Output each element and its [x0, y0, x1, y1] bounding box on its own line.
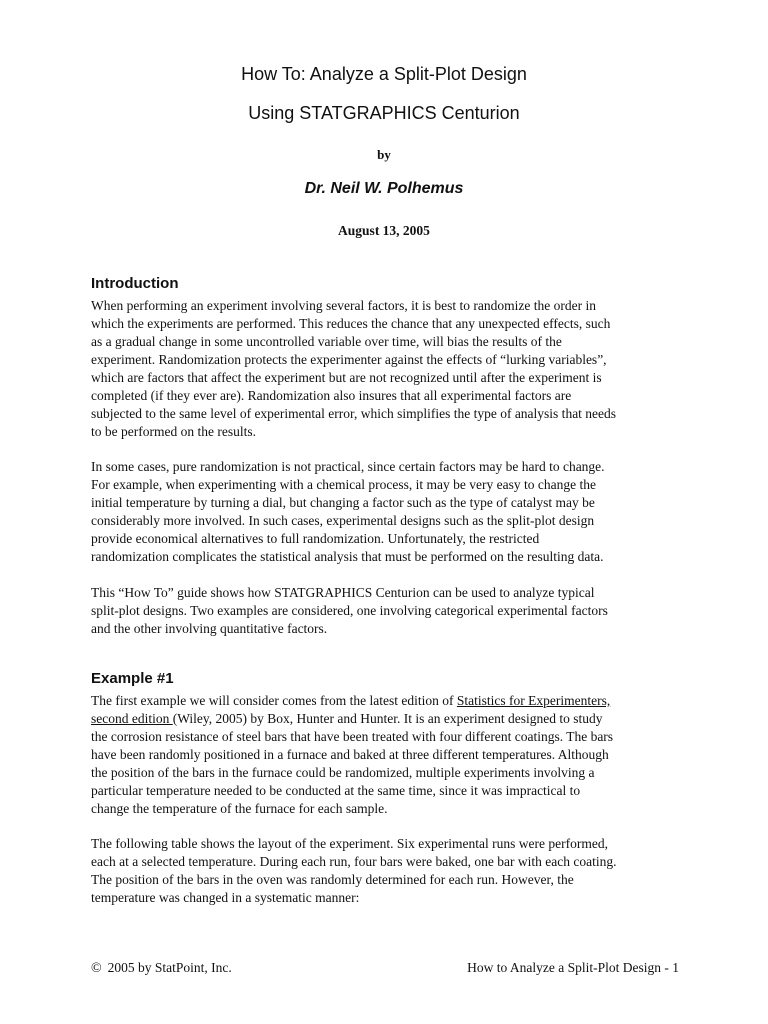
example-1-paragraph-1	[91, 692, 691, 818]
text-line: temperature was changed in a systematic manner:	[91, 890, 360, 905]
text-line: which are factors that affect the experiment but are not recognized until after the experiment is	[91, 370, 602, 385]
text-line: subjected to the same level of experimental error, which simplifies the type of analysis that needs	[91, 406, 617, 421]
text-line: For example, when experimenting with a chemical process, it may be very easy to change the	[91, 477, 596, 492]
text-line: the position of the bars in the furnace could be randomized, multiple experiments involving a	[91, 765, 595, 780]
text-line: and the other involving quantitative factors.	[91, 621, 328, 636]
text-line: the corrosion resistance of steel bars that have been treated with four different coatings. The bars	[91, 729, 614, 744]
copyright-icon: ©	[91, 961, 102, 976]
example-1-heading: Example #1	[91, 670, 174, 687]
publication-date: August 13, 2005	[338, 223, 430, 238]
introduction-heading: Introduction	[91, 275, 179, 292]
footer-left-text: 2005 by StatPoint, Inc.	[107, 960, 232, 975]
text-line: split-plot designs. Two examples are considered, one involving categorical experimental factors	[91, 603, 608, 618]
text-line: When performing an experiment involving several factors, it is best to randomize the order in	[91, 298, 596, 313]
intro-paragraph-3	[91, 584, 691, 638]
text-segment: (Wiley, 2005) by Box, Hunter and Hunter. It is an experiment designed to study	[172, 711, 603, 726]
text-line: change the temperature of the furnace for each sample.	[91, 801, 388, 816]
text-line: considerably more involved. In such cases, experimental designs such as the split-plot design	[91, 513, 595, 528]
book-edition-link[interactable]: second edition	[91, 711, 173, 726]
text-line: experiment. Randomization protects the experimenter against the effects of “lurking variables”,	[91, 352, 607, 367]
text-line: particular temperature needed to be conducted at the same time, since it was impractical to	[91, 783, 581, 798]
footer-copyright	[91, 960, 232, 977]
text-line: each at a selected temperature. During each run, four bars were baked, one bar with each coating.	[91, 854, 617, 869]
text-line: have been randomly positioned in a furnace and baked at three different temperatures. Although	[91, 747, 609, 762]
intro-paragraph-2	[91, 458, 691, 566]
byline: by	[377, 147, 391, 162]
text-line: The position of the bars in the oven was randomly determined for each run. However, the	[91, 872, 574, 887]
text-line	[91, 710, 691, 728]
author-name: Dr. Neil W. Polhemus	[304, 180, 464, 197]
text-line	[91, 692, 691, 710]
text-line: as a gradual change in some uncontrolled variable over time, will bias the results of the	[91, 334, 562, 349]
text-line: completed (if they ever are). Randomization also insures that all experimental factors are	[91, 388, 572, 403]
text-segment: The first example we will consider comes from the latest edition of	[91, 693, 457, 708]
text-line: initial temperature by turning a dial, but changing a factor such as the type of catalyst may be	[91, 495, 595, 510]
text-line: which the experiments are performed. This reduces the chance that any unexpected effects, such	[91, 316, 611, 331]
text-line: This “How To” guide shows how STATGRAPHICS Centurion can be used to analyze typical	[91, 585, 595, 600]
example-1-paragraph-2	[91, 835, 691, 907]
title-line-2: Using STATGRAPHICS Centurion	[248, 103, 520, 123]
text-line: provide economical alternatives to full randomization. Unfortunately, the restricted	[91, 531, 540, 546]
text-line: to be performed on the results.	[91, 424, 256, 439]
text-line: The following table shows the layout of the experiment. Six experimental runs were performed,	[91, 836, 608, 851]
book-title-link[interactable]: Statistics for Experimenters,	[456, 693, 611, 708]
intro-paragraph-1	[91, 297, 691, 441]
footer-page-label: How to Analyze a Split-Plot Design - 1	[467, 960, 679, 975]
text-line: randomization complicates the statistical analysis that must be performed on the resulting data.	[91, 549, 604, 564]
title-line-1: How To: Analyze a Split-Plot Design	[241, 64, 527, 84]
text-line: In some cases, pure randomization is not practical, since certain factors may be hard to change.	[91, 459, 605, 474]
